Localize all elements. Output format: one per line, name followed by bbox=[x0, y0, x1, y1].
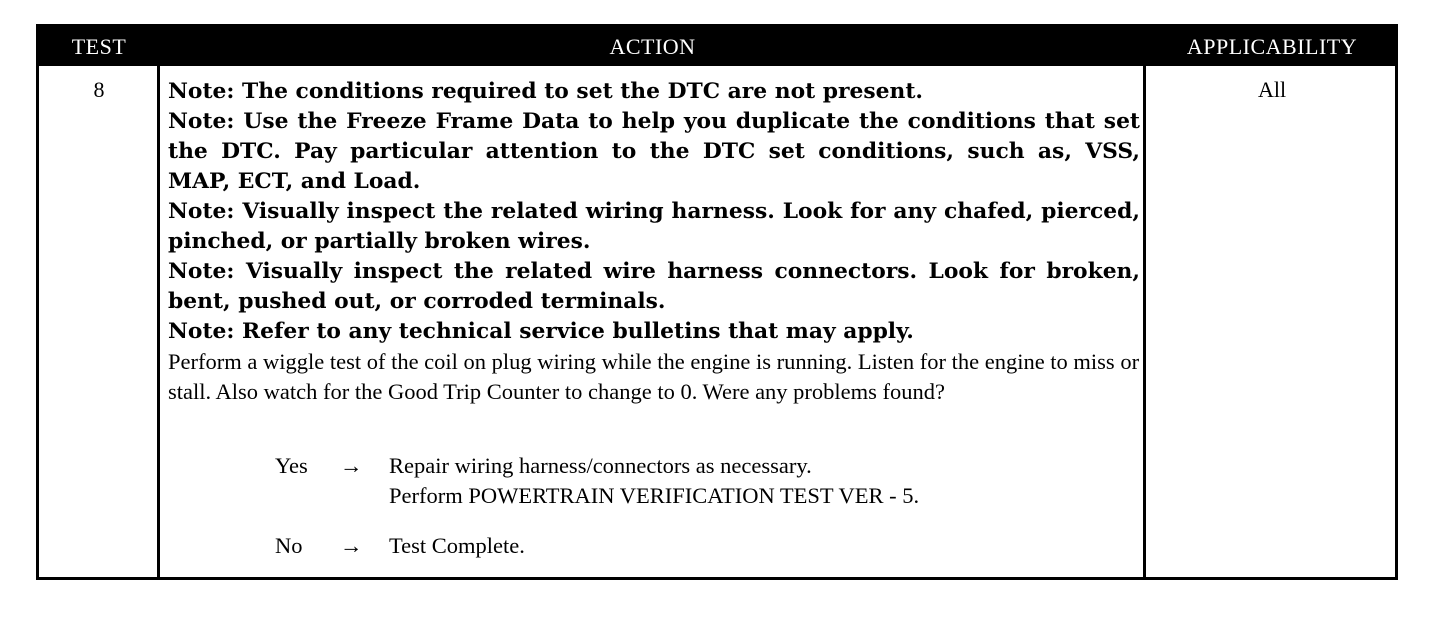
applicability-value: All bbox=[1257, 77, 1287, 102]
note-text: Note: Refer to any technical service bulletins that may apply. bbox=[168, 319, 914, 344]
column-divider bbox=[157, 66, 160, 577]
answer-yes-action-2: Perform POWERTRAIN VERIFICATION TEST VER - 5. bbox=[389, 483, 920, 508]
answer-list bbox=[168, 451, 1140, 558]
note-text: Note: Visually inspect the related wiring harness. Look for any chafed, pierced, pinched, or partially broken wires. bbox=[168, 199, 1140, 254]
answer-yes bbox=[168, 451, 1140, 508]
header-applicability: APPLICABILITY bbox=[1186, 34, 1358, 59]
diagnostic-test-table bbox=[36, 24, 1398, 580]
note-text: Note: The conditions required to set the DTC are not present. bbox=[168, 79, 923, 104]
answer-no-action: Test Complete. bbox=[389, 533, 525, 558]
answer-no bbox=[168, 531, 1140, 561]
note-text: Note: Visually inspect the related wire harness connectors. Look for broken, bent, pushed out, or corroded terminals. bbox=[168, 259, 1140, 314]
test-number: 8 bbox=[93, 77, 105, 102]
header-action: ACTION bbox=[609, 34, 696, 59]
action-cell bbox=[168, 77, 1140, 558]
answer-no-label: No bbox=[275, 533, 303, 558]
column-divider bbox=[1143, 66, 1146, 577]
arrow-right-icon: → bbox=[340, 453, 363, 478]
answer-yes-label: Yes bbox=[275, 453, 308, 478]
note-text: Note: Use the Freeze Frame Data to help you duplicate the conditions that set the DTC. Pay particular attention to the DTC set conditions, such as, VSS, MAP, ECT, and Load. bbox=[168, 109, 1140, 194]
instruction-text: Perform a wiggle test of the coil on plug wiring while the engine is running. Listen for the engine to miss or stall. Also watch for the Good Trip Counter to change to 0. Were any problems found? bbox=[168, 349, 1140, 404]
table-header bbox=[39, 27, 1395, 66]
arrow-right-icon: → bbox=[340, 533, 363, 558]
header-test: TEST bbox=[71, 34, 127, 59]
answer-yes-action: Repair wiring harness/connectors as necessary. bbox=[389, 453, 812, 478]
